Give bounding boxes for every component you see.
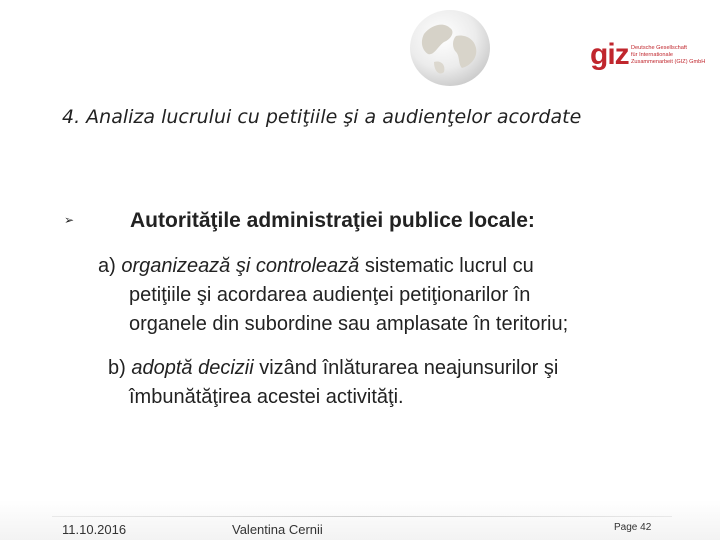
- item-prefix: b): [108, 357, 132, 379]
- item-continuation: îmbunătăţirea acestei activităţi.: [129, 386, 404, 408]
- item-emphasis: organizează şi controlează: [121, 255, 360, 277]
- logo-line-3: Zusammenarbeit (GIZ) GmbH: [631, 59, 706, 65]
- bullet-heading: Autorităţile administraţiei publice locale:: [130, 209, 535, 232]
- logo-text: [631, 45, 705, 66]
- item-text: sistematic lucrul cu: [359, 255, 534, 277]
- footer-author: Valentina Cernii: [232, 522, 323, 537]
- item-prefix: a): [98, 255, 122, 277]
- arrow-bullet-icon: ➢: [64, 213, 75, 227]
- logo-line-2: für Internationale: [631, 52, 673, 58]
- logo-mark: giz: [590, 38, 629, 71]
- item-emphasis: adoptă decizii: [131, 357, 254, 379]
- item-continuation: organele din subordine sau amplasate în teritoriu;: [129, 313, 569, 335]
- giz-logo: [590, 38, 706, 76]
- page-number: Page 42: [614, 522, 652, 533]
- list-item-b: [108, 354, 558, 412]
- footer-divider: [52, 516, 672, 517]
- list-item-a: [98, 252, 568, 339]
- footer-date: 11.10.2016: [62, 522, 127, 537]
- logo-line-1: Deutsche Gesellschaft: [631, 45, 687, 51]
- item-continuation: petiţiile şi acordarea audienţei petiţionarilor în: [129, 284, 531, 306]
- slide-title: 4. Analiza lucrului cu petiţiile şi a audienţelor acordate: [62, 106, 582, 128]
- item-text: vizând înlăturarea neajunsurilor şi: [253, 357, 559, 379]
- globe-icon: [404, 6, 496, 90]
